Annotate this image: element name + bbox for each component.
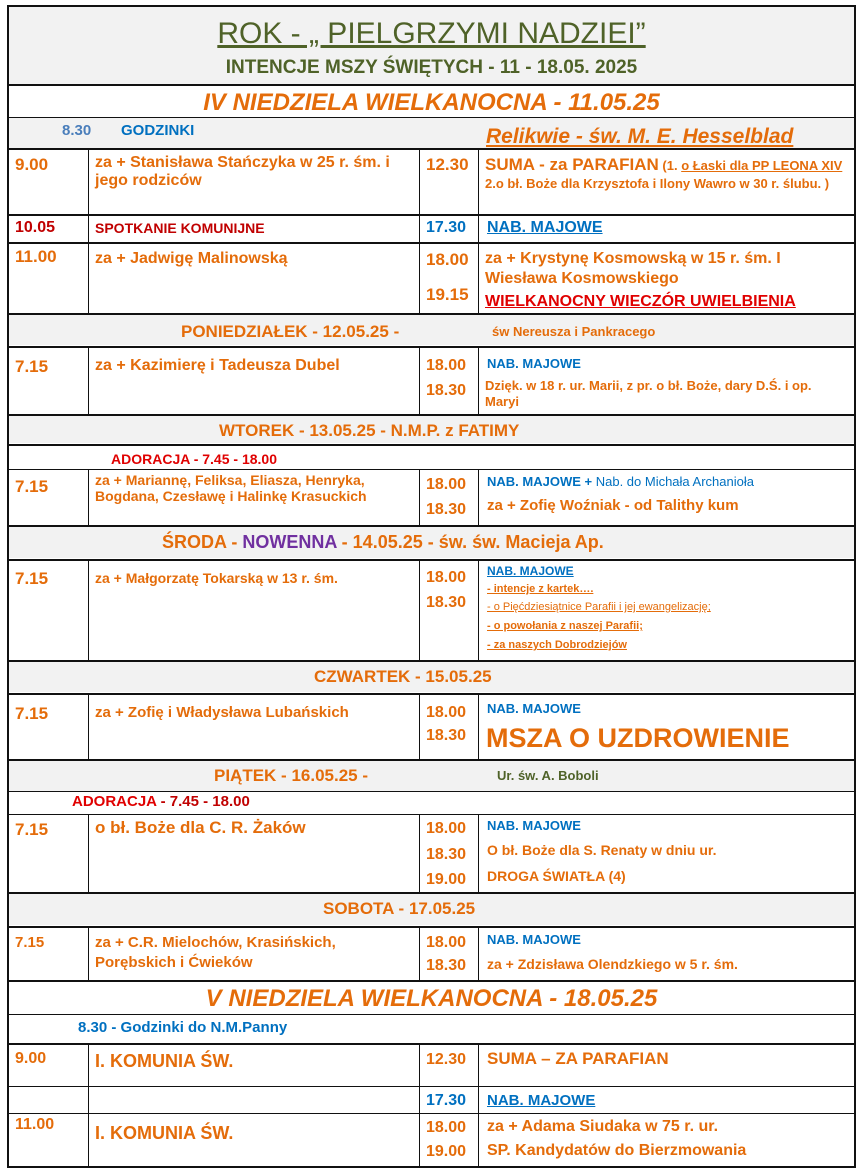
may-devotion: NAB. MAJOWE — [487, 219, 603, 236]
wednesday-title: ŚRODA - NOWENNA - 14.05.25 - św. św. Macieja Ap. — [162, 532, 604, 552]
friday-time-18-00: 18.00 — [426, 820, 467, 837]
sunday2-time-18-00: 18.00 — [426, 1119, 467, 1136]
saturday-intention-18-30: za + Zdzisława Olendzkiego w 5 r. śm. — [487, 956, 738, 972]
friday-saint: Ur. św. A. Boboli — [497, 768, 599, 783]
novena-item-4: - za naszych Dobrodziejów — [487, 639, 627, 651]
monday-title: PONIEDZIAŁEK - 12.05.25 - — [181, 322, 400, 341]
thursday-time: 7.15 — [15, 704, 49, 723]
time-11-00: 11.00 — [15, 247, 57, 266]
friday-intention-18-30: O bł. Boże dla S. Renaty w dniu ur. — [487, 842, 717, 858]
saturday-time-18-30: 18.30 — [426, 957, 467, 974]
tuesday-adoration: ADORACJA - 7.45 - 18.00 — [111, 451, 277, 467]
time-9-00: 9.00 — [15, 155, 49, 174]
sunday2-time-11-00: 11.00 — [15, 1116, 55, 1133]
friday-devotion: NAB. MAJOWE — [487, 818, 581, 833]
sunday2-title: V NIEDZIELA WIELKANOCNA - 18.05.25 — [205, 985, 658, 1012]
sunday2-time-9-00: 9.00 — [15, 1050, 47, 1067]
saturday-time: 7.15 — [15, 934, 45, 951]
tuesday-devotion: NAB. MAJOWE + Nab. do Michała Archanioła — [487, 474, 754, 489]
friday-time-18-30: 18.30 — [426, 846, 467, 863]
time-18-00: 18.00 — [426, 250, 469, 269]
friday-time: 7.15 — [15, 820, 49, 839]
sunday2-time-17-30: 17.30 — [426, 1092, 467, 1109]
suma-intention: SUMA - za PARAFIAN (1. o Łaski dla PP LEONA XIV 2.o bł. Boże dla Krzysztofa i Ilony Wawro w 30 r. ślubu. ) — [485, 155, 843, 192]
wednesday-time-18-00: 18.00 — [426, 569, 467, 586]
monday-devotion: NAB. MAJOWE — [487, 356, 581, 371]
saturday-title: SOBOTA - 17.05.25 — [323, 899, 476, 918]
novena-item-1: - intencje z kartek…. — [487, 583, 594, 595]
saturday-intention: za + C.R. Mielochów, Krasińskich, Porębskich i Ćwieków — [95, 934, 336, 971]
godzinki-time: 8.30 — [62, 122, 92, 139]
monday-time-18-00: 18.00 — [426, 357, 467, 374]
wednesday-intention: za + Małgorzatę Tokarską w 13 r. śm. — [95, 570, 338, 586]
saturday-time-18-00: 18.00 — [426, 934, 467, 951]
intention-11-00: za + Jadwigę Malinowską — [95, 250, 288, 267]
healing-mass: MSZA O UZDROWIENIE — [486, 723, 790, 753]
thursday-title: CZWARTEK - 15.05.25 — [314, 667, 492, 686]
monday-time-18-30: 18.30 — [426, 382, 467, 399]
novena-item-2: - o Pięćdziesiątnice Parafii i jej ewangelizację; — [487, 601, 711, 613]
novena-item-3: - o powołania z naszej Parafii; — [487, 620, 643, 632]
tuesday-time-18-30: 18.30 — [426, 501, 467, 518]
saturday-devotion: NAB. MAJOWE — [487, 932, 581, 947]
communion-meeting: SPOTKANIE KOMUNIJNE — [95, 220, 265, 236]
tuesday-time: 7.15 — [15, 477, 49, 496]
sunday2-suma: SUMA – ZA PARAFIAN — [487, 1049, 669, 1068]
thursday-intention: za + Zofię i Władysława Lubańskich — [95, 704, 349, 721]
monday-intention-18-30: Dzięk. w 18 r. ur. Marii, z pr. o bł. Boże, dary D.Ś. i op. Maryi — [485, 378, 812, 410]
godzinki-label: GODZINKI — [121, 122, 195, 139]
tuesday-title: WTOREK - 13.05.25 - N.M.P. z FATIMY — [219, 421, 520, 440]
first-communion-2: I. KOMUNIA ŚW. — [95, 1123, 234, 1143]
confirmation-candidates: SP. Kandydatów do Bierzmowania — [487, 1142, 747, 1159]
intention-18-00: za + Krystynę Kosmowską w 15 r. śm. I Wiesława Kosmowskiego — [485, 250, 781, 287]
friday-time-19-00: 19.00 — [426, 871, 467, 888]
time-12-30: 12.30 — [426, 155, 469, 174]
sunday2-devotion: NAB. MAJOWE — [487, 1092, 596, 1109]
schedule-sheet — [7, 5, 856, 1168]
sunday2-intention-18-00: za + Adama Siudaka w 75 r. ur. — [487, 1118, 719, 1135]
tuesday-intention-18-30: za + Zofię Woźniak - od Talithy kum — [487, 497, 739, 514]
sunday1-title: IV NIEDZIELA WIELKANOCNA - 11.05.25 — [203, 89, 660, 116]
sunday2-time-19-00: 19.00 — [426, 1143, 467, 1160]
intention-9-00: za + Stanisława Stańczyka w 25 r. śm. i jego rodziców — [95, 154, 390, 190]
wednesday-time: 7.15 — [15, 569, 49, 588]
friday-intention: o bł. Boże dla C. R. Żaków — [95, 818, 306, 837]
friday-title: PIĄTEK - 16.05.25 - — [214, 766, 369, 785]
way-of-light: DROGA ŚWIATŁA (4) — [487, 868, 626, 884]
thursday-time-18-00: 18.00 — [426, 704, 467, 721]
monday-time: 7.15 — [15, 357, 49, 376]
first-communion-1: I. KOMUNIA ŚW. — [95, 1051, 234, 1071]
page-subtitle: INTENCJE MSZY ŚWIĘTYCH - 11 - 18.05. 2025 — [225, 57, 638, 78]
wednesday-time-18-30: 18.30 — [426, 594, 467, 611]
time-17-30: 17.30 — [426, 219, 467, 236]
wednesday-devotion: NAB. MAJOWE — [487, 564, 574, 578]
thursday-time-18-30: 18.30 — [426, 727, 467, 744]
sunday2-time-12-30: 12.30 — [426, 1051, 467, 1068]
praise-evening: WIELKANOCNY WIECZÓR UWIELBIENIA — [485, 293, 796, 310]
sunday2-godzinki: 8.30 - Godzinki do N.M.Panny — [78, 1019, 288, 1036]
tuesday-time-18-00: 18.00 — [426, 476, 467, 493]
thursday-devotion: NAB. MAJOWE — [487, 701, 581, 716]
time-10-05: 10.05 — [15, 219, 56, 236]
monday-saint: św Nereusza i Pankracego — [492, 324, 656, 339]
tuesday-intention: za + Mariannę, Feliksa, Eliasza, Henryka, Bogdana, Czesławę i Halinkę Krasuckich — [95, 472, 367, 505]
page-title: ROK - „ PIELGRZYMI NADZIEI” — [217, 17, 646, 50]
monday-intention: za + Kazimierę i Tadeusza Dubel — [95, 357, 340, 374]
relics-note: Relikwie - św. M. E. Hesselblad — [486, 125, 794, 148]
time-19-15: 19.15 — [426, 285, 469, 304]
friday-adoration: ADORACJA - 7.45 - 18.00 — [72, 793, 250, 810]
